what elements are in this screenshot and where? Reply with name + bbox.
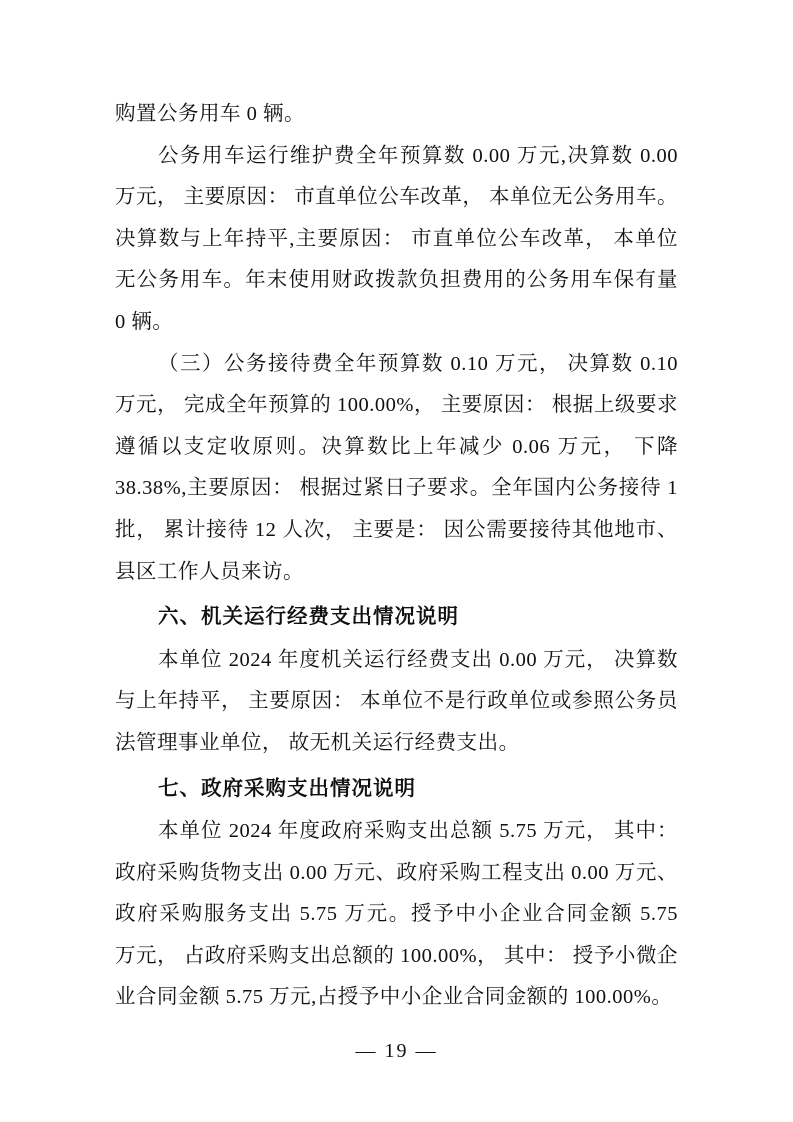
page-number: — 19 — xyxy=(355,1040,438,1062)
text-line: 政府采购货物支出 0.00 万元、政府采购工程支出 0.00 万元、 xyxy=(115,861,678,884)
paragraph xyxy=(115,136,678,344)
text-line: 万元， 完成全年预算的 100.00%， 主要原因： 根据上级要求 xyxy=(115,394,678,417)
text-line: 万元， 主要原因： 市直单位公车改革， 本单位无公务用车。 xyxy=(115,186,678,209)
paragraph xyxy=(115,344,678,594)
section-heading: 七、政府采购支出情况说明 xyxy=(158,776,416,800)
text-line: （三）公务接待费全年预算数 0.10 万元， 决算数 0.10 xyxy=(158,352,678,375)
text-line: 购置公务用车 0 辆。 xyxy=(115,103,305,125)
text-line: 公务用车运行维护费全年预算数 0.00 万元,决算数 0.00 xyxy=(158,144,678,167)
text-line: 政府采购服务支出 5.75 万元。授予中小企业合同金额 5.75 xyxy=(115,903,678,926)
paragraph xyxy=(115,640,678,765)
text-line: 决算数与上年持平,主要原因： 市直单位公车改革， 本单位 xyxy=(115,227,678,250)
text-line: 38.38%,主要原因： 根据过紧日子要求。全年国内公务接待 1 xyxy=(115,477,678,500)
text-line: 0 辆。 xyxy=(115,310,174,333)
text-line: 万元， 占政府采购支出总额的 100.00%， 其中： 授予小微企 xyxy=(115,944,678,967)
text-line: 法管理事业单位， 故无机关运行经费支出。 xyxy=(115,731,520,754)
page-footer xyxy=(0,1036,793,1066)
section-heading: 六、机关运行经费支出情况说明 xyxy=(158,605,459,629)
text-line: 本单位 2024 年度机关运行经费支出 0.00 万元， 决算数 xyxy=(158,648,678,671)
paragraph xyxy=(115,94,678,136)
text-line: 业合同金额 5.75 万元,占授予中小企业合同金额的 100.00%。 xyxy=(115,986,673,1009)
text-line: 无公务用车。年末使用财政拨款负担费用的公务用车保有量 xyxy=(115,269,678,292)
document-body xyxy=(115,94,678,1019)
text-line: 遵循以支定收原则。决算数比上年减少 0.06 万元， 下降 xyxy=(115,435,678,458)
text-line: 本单位 2024 年度政府采购支出总额 5.75 万元， 其中： xyxy=(158,820,678,843)
text-line: 批， 累计接待 12 人次， 主要是： 因公需要接待其他地市、 xyxy=(115,518,678,541)
text-line: 县区工作人员来访。 xyxy=(115,560,304,583)
text-line: 与上年持平， 主要原因： 本单位不是行政单位或参照公务员 xyxy=(115,690,678,713)
paragraph xyxy=(115,811,678,1019)
